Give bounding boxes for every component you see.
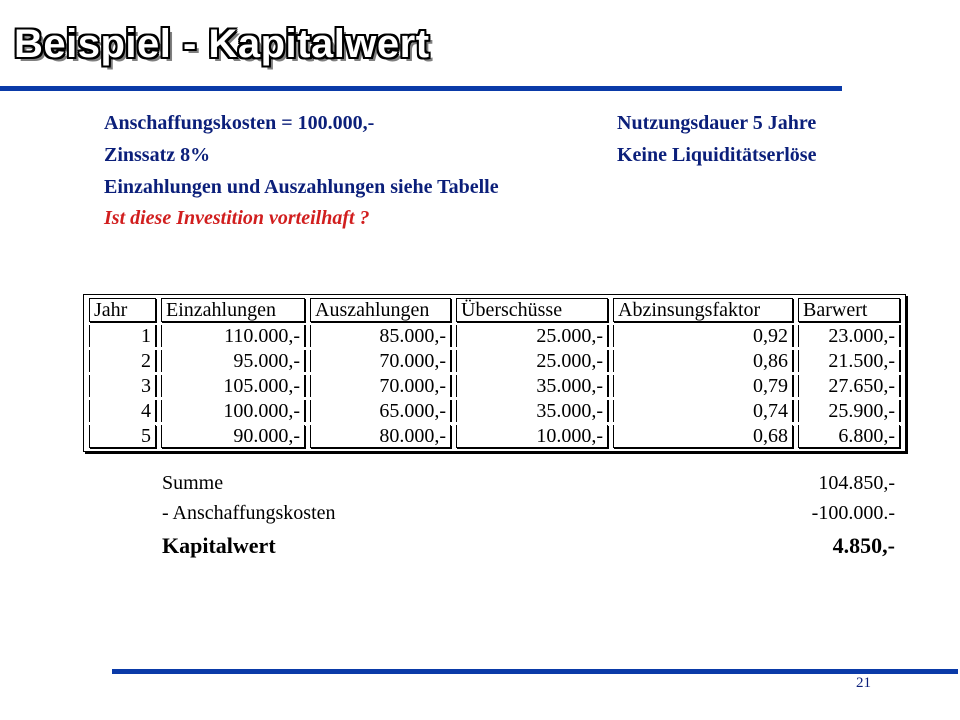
header-barwert: Barwert — [798, 298, 900, 322]
cell-auszahlungen: 70.000,- — [310, 350, 451, 372]
cell-jahr: 5 — [89, 425, 156, 448]
cell-ueberschuesse: 10.000,- — [456, 425, 608, 448]
cell-abzinsungsfaktor: 0,86 — [613, 350, 793, 372]
table-row — [89, 425, 900, 448]
cell-einzahlungen: 95.000,- — [161, 350, 305, 372]
cell-einzahlungen: 100.000,- — [161, 400, 305, 422]
cell-auszahlungen: 80.000,- — [310, 425, 451, 448]
header-ueberschuesse: Überschüsse — [456, 298, 608, 322]
table-row — [89, 325, 900, 347]
summe-label: Summe — [162, 472, 224, 494]
cell-auszahlungen: 70.000,- — [310, 375, 451, 397]
intro-nutzungsdauer: Nutzungsdauer 5 Jahre — [617, 112, 817, 134]
slide-title: Beispiel - Kapitalwert — [14, 22, 430, 66]
cell-jahr: 3 — [89, 375, 156, 397]
anschaffungskosten-label: - Anschaffungskosten — [162, 502, 336, 524]
header-jahr: Jahr — [89, 298, 156, 322]
cell-barwert: 25.900,- — [798, 400, 900, 422]
intro-question: Ist diese Investition vorteilhaft ? — [104, 207, 370, 229]
intro-tabelle-hinweis: Einzahlungen und Auszahlungen siehe Tabelle — [104, 176, 499, 198]
intro-anschaffungskosten: Anschaffungskosten = 100.000,- — [104, 112, 375, 134]
cell-ueberschuesse: 35.000,- — [456, 400, 608, 422]
table-row — [89, 400, 900, 422]
cell-einzahlungen: 110.000,- — [161, 325, 305, 347]
intro-liquiditaetserloese: Keine Liquiditätserlöse — [617, 144, 817, 166]
summe-value: 104.850,- — [818, 472, 895, 494]
investment-table — [83, 294, 906, 452]
cell-abzinsungsfaktor: 0,79 — [613, 375, 793, 397]
header-auszahlungen: Auszahlungen — [310, 298, 451, 322]
cell-ueberschuesse: 25.000,- — [456, 325, 608, 347]
cell-auszahlungen: 65.000,- — [310, 400, 451, 422]
cell-barwert: 21.500,- — [798, 350, 900, 372]
footer-divider — [112, 669, 958, 674]
header-einzahlungen: Einzahlungen — [161, 298, 305, 322]
cell-barwert: 6.800,- — [798, 425, 900, 448]
cell-ueberschuesse: 25.000,- — [456, 350, 608, 372]
page-number: 21 — [856, 675, 871, 691]
table-header-row — [89, 298, 900, 322]
cell-einzahlungen: 90.000,- — [161, 425, 305, 448]
kapitalwert-value: 4.850,- — [832, 533, 895, 558]
cell-jahr: 1 — [89, 325, 156, 347]
kapitalwert-label: Kapitalwert — [162, 533, 276, 558]
cell-abzinsungsfaktor: 0,68 — [613, 425, 793, 448]
cell-barwert: 27.650,- — [798, 375, 900, 397]
cell-jahr: 2 — [89, 350, 156, 372]
cell-einzahlungen: 105.000,- — [161, 375, 305, 397]
table-row — [89, 350, 900, 372]
cell-jahr: 4 — [89, 400, 156, 422]
cell-ueberschuesse: 35.000,- — [456, 375, 608, 397]
table-row — [89, 375, 900, 397]
intro-zinssatz: Zinssatz 8% — [104, 144, 211, 166]
cell-barwert: 23.000,- — [798, 325, 900, 347]
title-divider — [0, 86, 842, 91]
cell-auszahlungen: 85.000,- — [310, 325, 451, 347]
anschaffungskosten-value: -100.000.- — [811, 502, 895, 524]
cell-abzinsungsfaktor: 0,74 — [613, 400, 793, 422]
cell-abzinsungsfaktor: 0,92 — [613, 325, 793, 347]
header-abzinsungsfaktor: Abzinsungsfaktor — [613, 298, 793, 322]
